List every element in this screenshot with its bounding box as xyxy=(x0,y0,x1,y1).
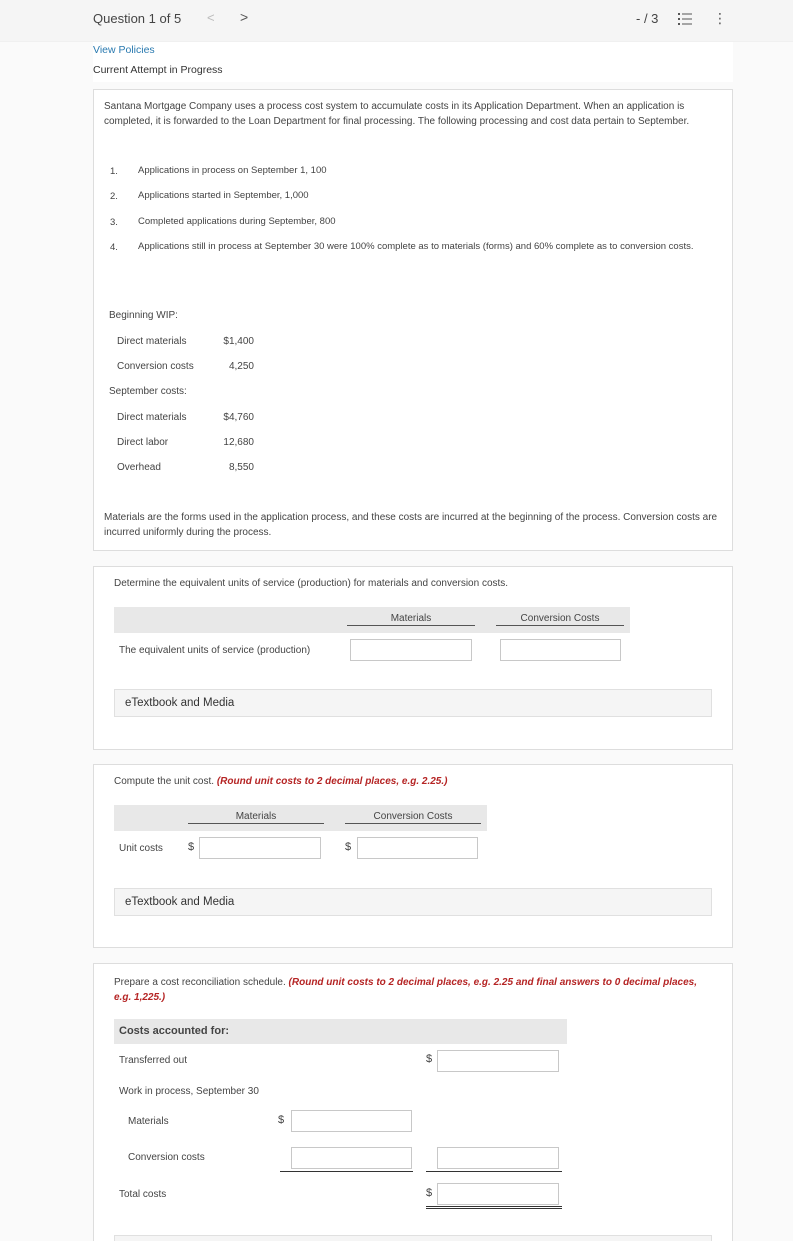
part2-instruction xyxy=(114,776,447,787)
question-counter: Question 1 of 5 xyxy=(93,11,182,26)
part3-instruction xyxy=(114,976,714,1005)
item-number: 2. xyxy=(110,191,118,202)
transferred-out-input[interactable] xyxy=(437,1050,559,1072)
cost-value: 12,680 xyxy=(223,437,254,448)
problem-intro: Santana Mortgage Company uses a process cost system to accumulate costs in its Application Department. When an application is completed, it is forwarded to the Loan Department for final processing. The following processing and cost data pertain to September. xyxy=(104,101,690,127)
cost-label: Direct materials xyxy=(117,336,187,347)
question-list-icon[interactable] xyxy=(678,12,692,26)
part3-hint: (Round unit costs to 2 decimal places, e.g. 2.25 and final answers to 0 decimal places, e.g. 1,225.) xyxy=(114,977,698,1003)
item-text: Applications still in process at September 30 were 100% complete as to materials (forms) and 60% complete as to conversion costs. xyxy=(138,241,694,252)
wip-materials-input[interactable] xyxy=(291,1110,412,1132)
etextbook-label: eTextbook and Media xyxy=(125,896,235,908)
item-text: Applications started in September, 1,000 xyxy=(138,190,309,201)
cost-label: Direct materials xyxy=(117,412,187,423)
cost-value: 4,250 xyxy=(228,361,254,372)
cost-value: $4,760 xyxy=(223,412,254,423)
etextbook-label: eTextbook and Media xyxy=(125,697,235,709)
materials-column-header: Materials xyxy=(347,613,475,626)
part2-hint: (Round unit costs to 2 decimal places, e.g. 2.25.) xyxy=(216,776,448,787)
item-text: Completed applications during September, 800 xyxy=(138,216,336,227)
part1-instruction: Determine the equivalent units of service (production) for materials and conversion costs. xyxy=(114,578,509,589)
double-underline-bottom xyxy=(426,1208,562,1209)
wip-materials-label: Materials xyxy=(128,1116,169,1127)
attempt-status: Current Attempt in Progress xyxy=(93,64,223,76)
cost-label: Direct labor xyxy=(117,437,169,448)
cost-label: Conversion costs xyxy=(117,361,194,372)
dollar-sign: $ xyxy=(345,841,352,853)
item-text: Applications in process on September 1, 100 xyxy=(138,165,327,176)
problem-note: Materials are the forms used in the application process, and these costs are incurred at the beginning of the process. Conversion costs are incurred uniformly during the process. xyxy=(104,512,718,538)
september-costs-label: September costs: xyxy=(109,386,187,397)
total-costs-input[interactable] xyxy=(437,1183,559,1205)
conversion-column-header: Conversion Costs xyxy=(345,811,481,824)
equivalent-units-card xyxy=(93,566,733,750)
cost-label: Overhead xyxy=(117,462,161,473)
equivalent-units-label: The equivalent units of service (production) xyxy=(119,645,311,656)
etextbook-media-button[interactable] xyxy=(114,689,712,717)
next-question-icon[interactable]: > xyxy=(240,9,249,25)
dollar-sign: $ xyxy=(426,1053,433,1065)
unit-costs-label: Unit costs xyxy=(119,843,163,854)
dollar-sign: $ xyxy=(188,841,195,853)
view-policies-link[interactable]: View Policies xyxy=(93,44,155,56)
more-options-icon[interactable]: ⋮ xyxy=(713,10,727,26)
dollar-sign: $ xyxy=(278,1114,285,1126)
wip-september-label: Work in process, September 30 xyxy=(119,1086,259,1097)
beginning-wip-label: Beginning WIP: xyxy=(109,310,178,321)
wip-conversion-label: Conversion costs xyxy=(128,1152,205,1163)
etextbook-media-button[interactable] xyxy=(114,1235,712,1241)
attempt-header xyxy=(93,42,733,82)
total-costs-label: Total costs xyxy=(119,1189,167,1200)
cost-value: 8,550 xyxy=(228,462,254,473)
top-bar xyxy=(0,0,793,42)
unit-cost-card xyxy=(93,764,733,948)
item-number: 4. xyxy=(110,242,118,253)
item-number: 1. xyxy=(110,166,118,177)
materials-column-header: Materials xyxy=(188,811,324,824)
etextbook-media-button[interactable] xyxy=(114,888,712,916)
wip-conversion-input[interactable] xyxy=(291,1147,412,1169)
dollar-sign: $ xyxy=(426,1187,433,1199)
score-display: - / 3 xyxy=(636,11,659,26)
cost-value: $1,400 xyxy=(223,336,254,347)
item-number: 3. xyxy=(110,217,118,228)
conversion-column-header: Conversion Costs xyxy=(496,613,624,626)
cost-reconciliation-card xyxy=(93,963,733,1241)
previous-question-icon[interactable]: < xyxy=(207,10,215,25)
part2-instruction-text: Compute the unit cost. xyxy=(114,776,215,787)
wip-total-input[interactable] xyxy=(437,1147,559,1169)
problem-card xyxy=(93,89,733,551)
materials-unit-cost-input[interactable] xyxy=(199,837,321,859)
part3-instruction-text: Prepare a cost reconciliation schedule. xyxy=(114,977,286,988)
conversion-unit-cost-input[interactable] xyxy=(357,837,478,859)
costs-accounted-for-heading: Costs accounted for: xyxy=(119,1025,230,1037)
double-underline-top xyxy=(426,1206,562,1207)
conversion-equivalent-units-input[interactable] xyxy=(500,639,621,661)
underline xyxy=(426,1171,562,1172)
underline xyxy=(280,1171,413,1172)
materials-equivalent-units-input[interactable] xyxy=(350,639,472,661)
transferred-out-label: Transferred out xyxy=(119,1055,187,1066)
